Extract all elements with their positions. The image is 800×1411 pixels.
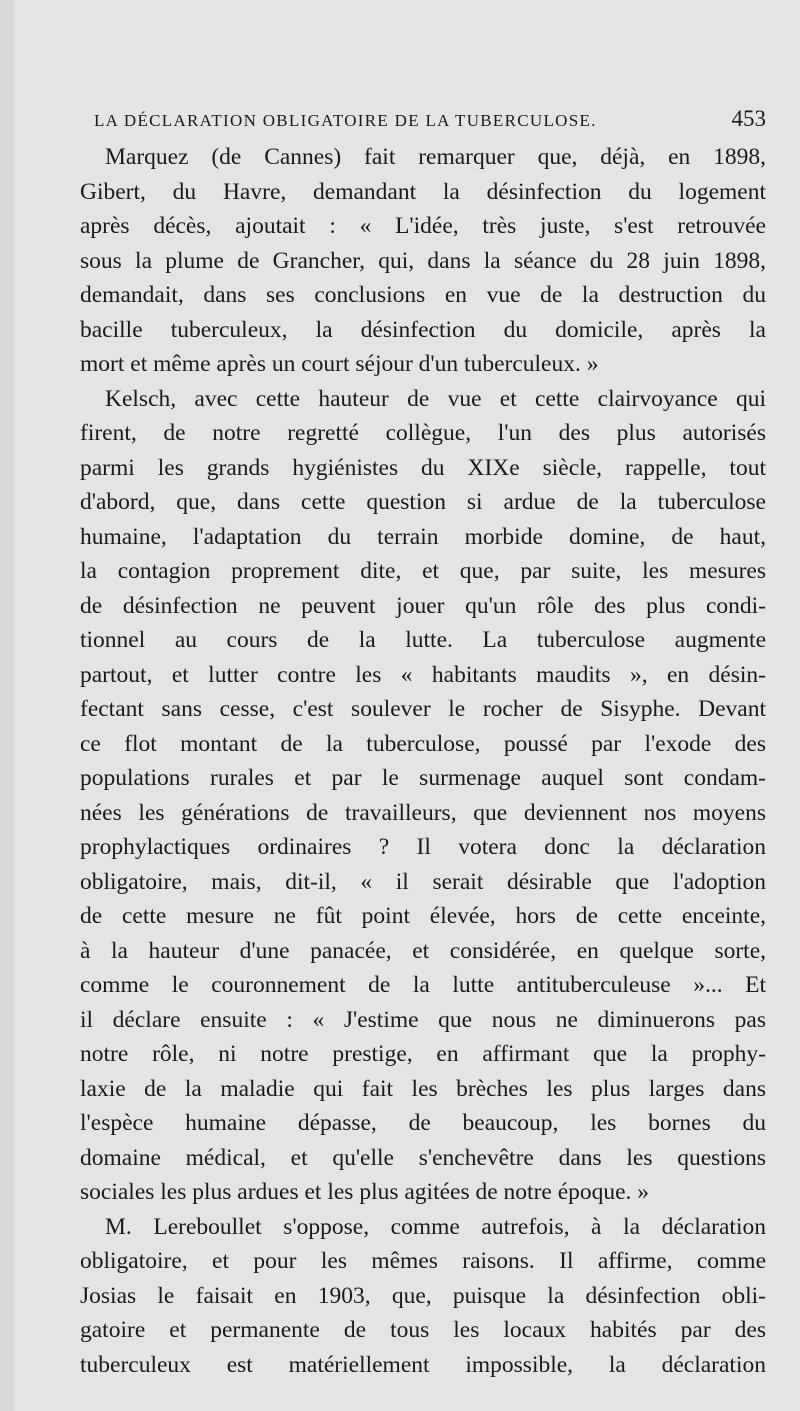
text-line: obligatoire, et pour les mêmes raisons. Il affirme, comme bbox=[80, 1248, 766, 1274]
text-line: Marquez (de Cannes) fait remarquer que, déjà, en 1898, bbox=[105, 144, 766, 170]
text-line: il déclare ensuite : « J'estime que nous ne diminuerons pas bbox=[80, 1006, 766, 1033]
text-line: de cette mesure ne fût point élevée, hors de cette enceinte, bbox=[80, 903, 766, 929]
text-line: bacille tuberculeux, la désinfection du domicile, après la bbox=[80, 316, 766, 343]
text-line: après décès, ajoutait : « L'idée, très juste, s'est retrouvée bbox=[80, 213, 766, 239]
text-line: la contagion proprement dite, et que, par suite, les mesures bbox=[80, 558, 766, 584]
text-line: sous la plume de Grancher, qui, dans la séance du 28 juin 1898, bbox=[80, 247, 766, 274]
text-line: d'abord, que, dans cette question si ardue de la tuberculose bbox=[80, 489, 766, 515]
text-line: laxie de la maladie qui fait les brèches les plus larges dans bbox=[80, 1075, 766, 1102]
text-line: demandait, dans ses conclusions en vue de la destruction du bbox=[80, 282, 766, 308]
text-line: l'espèce humaine dépasse, de beaucoup, les bornes du bbox=[80, 1110, 766, 1136]
text-line: tionnel au cours de la lutte. La tuberculose augmente bbox=[80, 627, 766, 653]
page-number: 453 bbox=[731, 106, 766, 131]
page-header bbox=[94, 106, 766, 132]
text-line: comme le couronnement de la lutte antituberculeuse »... Et bbox=[80, 972, 766, 998]
text-line: à la hauteur d'une panacée, et considérée, en quelque sorte, bbox=[80, 937, 766, 964]
text-line: sociales les plus ardues et les plus agitées de notre époque. » bbox=[80, 1179, 650, 1205]
text-line: domaine médical, et qu'elle s'enchevêtre dans les questions bbox=[80, 1144, 766, 1171]
text-line: Kelsch, avec cette hauteur de vue et cette clairvoyance qui bbox=[105, 385, 766, 412]
text-line: parmi les grands hygiénistes du XIXe siècle, rappelle, tout bbox=[80, 454, 766, 481]
body-text bbox=[80, 140, 766, 1382]
text-line: gatoire et permanente de tous les locaux habités par des bbox=[80, 1317, 766, 1343]
text-line: ce flot montant de la tuberculose, poussé par l'exode des bbox=[80, 730, 766, 757]
text-line: obligatoire, mais, dit-il, « il serait désirable que l'adoption bbox=[80, 868, 766, 895]
text-line: prophylactiques ordinaires ? Il votera donc la déclaration bbox=[80, 834, 766, 860]
document-page bbox=[14, 0, 800, 1411]
text-line: M. Lereboullet s'oppose, comme autrefois, à la déclaration bbox=[105, 1213, 766, 1240]
text-line: fectant sans cesse, c'est soulever le rocher de Sisyphe. Devant bbox=[80, 696, 766, 722]
text-line: notre rôle, ni notre prestige, en affirmant que la prophy- bbox=[80, 1041, 766, 1067]
text-line: populations rurales et par le surmenage auquel sont condam- bbox=[80, 765, 766, 791]
text-line: mort et même après un court séjour d'un tuberculeux. » bbox=[80, 351, 599, 377]
text-line: humaine, l'adaptation du terrain morbide domine, de haut, bbox=[80, 523, 766, 550]
text-line: Gibert, du Havre, demandant la désinfection du logement bbox=[80, 178, 766, 205]
text-line: de désinfection ne peuvent jouer qu'un rôle des plus condi- bbox=[80, 592, 766, 619]
text-line: firent, de notre regretté collègue, l'un des plus autorisés bbox=[80, 420, 766, 446]
text-line: tuberculeux est matériellement impossible, la déclaration bbox=[80, 1351, 766, 1378]
running-title: LA DÉCLARATION OBLIGATOIRE DE LA TUBERCULOSE. bbox=[94, 111, 597, 130]
text-line: nées les générations de travailleurs, que deviennent nos moyens bbox=[80, 799, 766, 826]
text-line: Josias le faisait en 1903, que, puisque la désinfection obli- bbox=[80, 1282, 766, 1309]
text-line: partout, et lutter contre les « habitants maudits », en désin- bbox=[80, 661, 766, 688]
